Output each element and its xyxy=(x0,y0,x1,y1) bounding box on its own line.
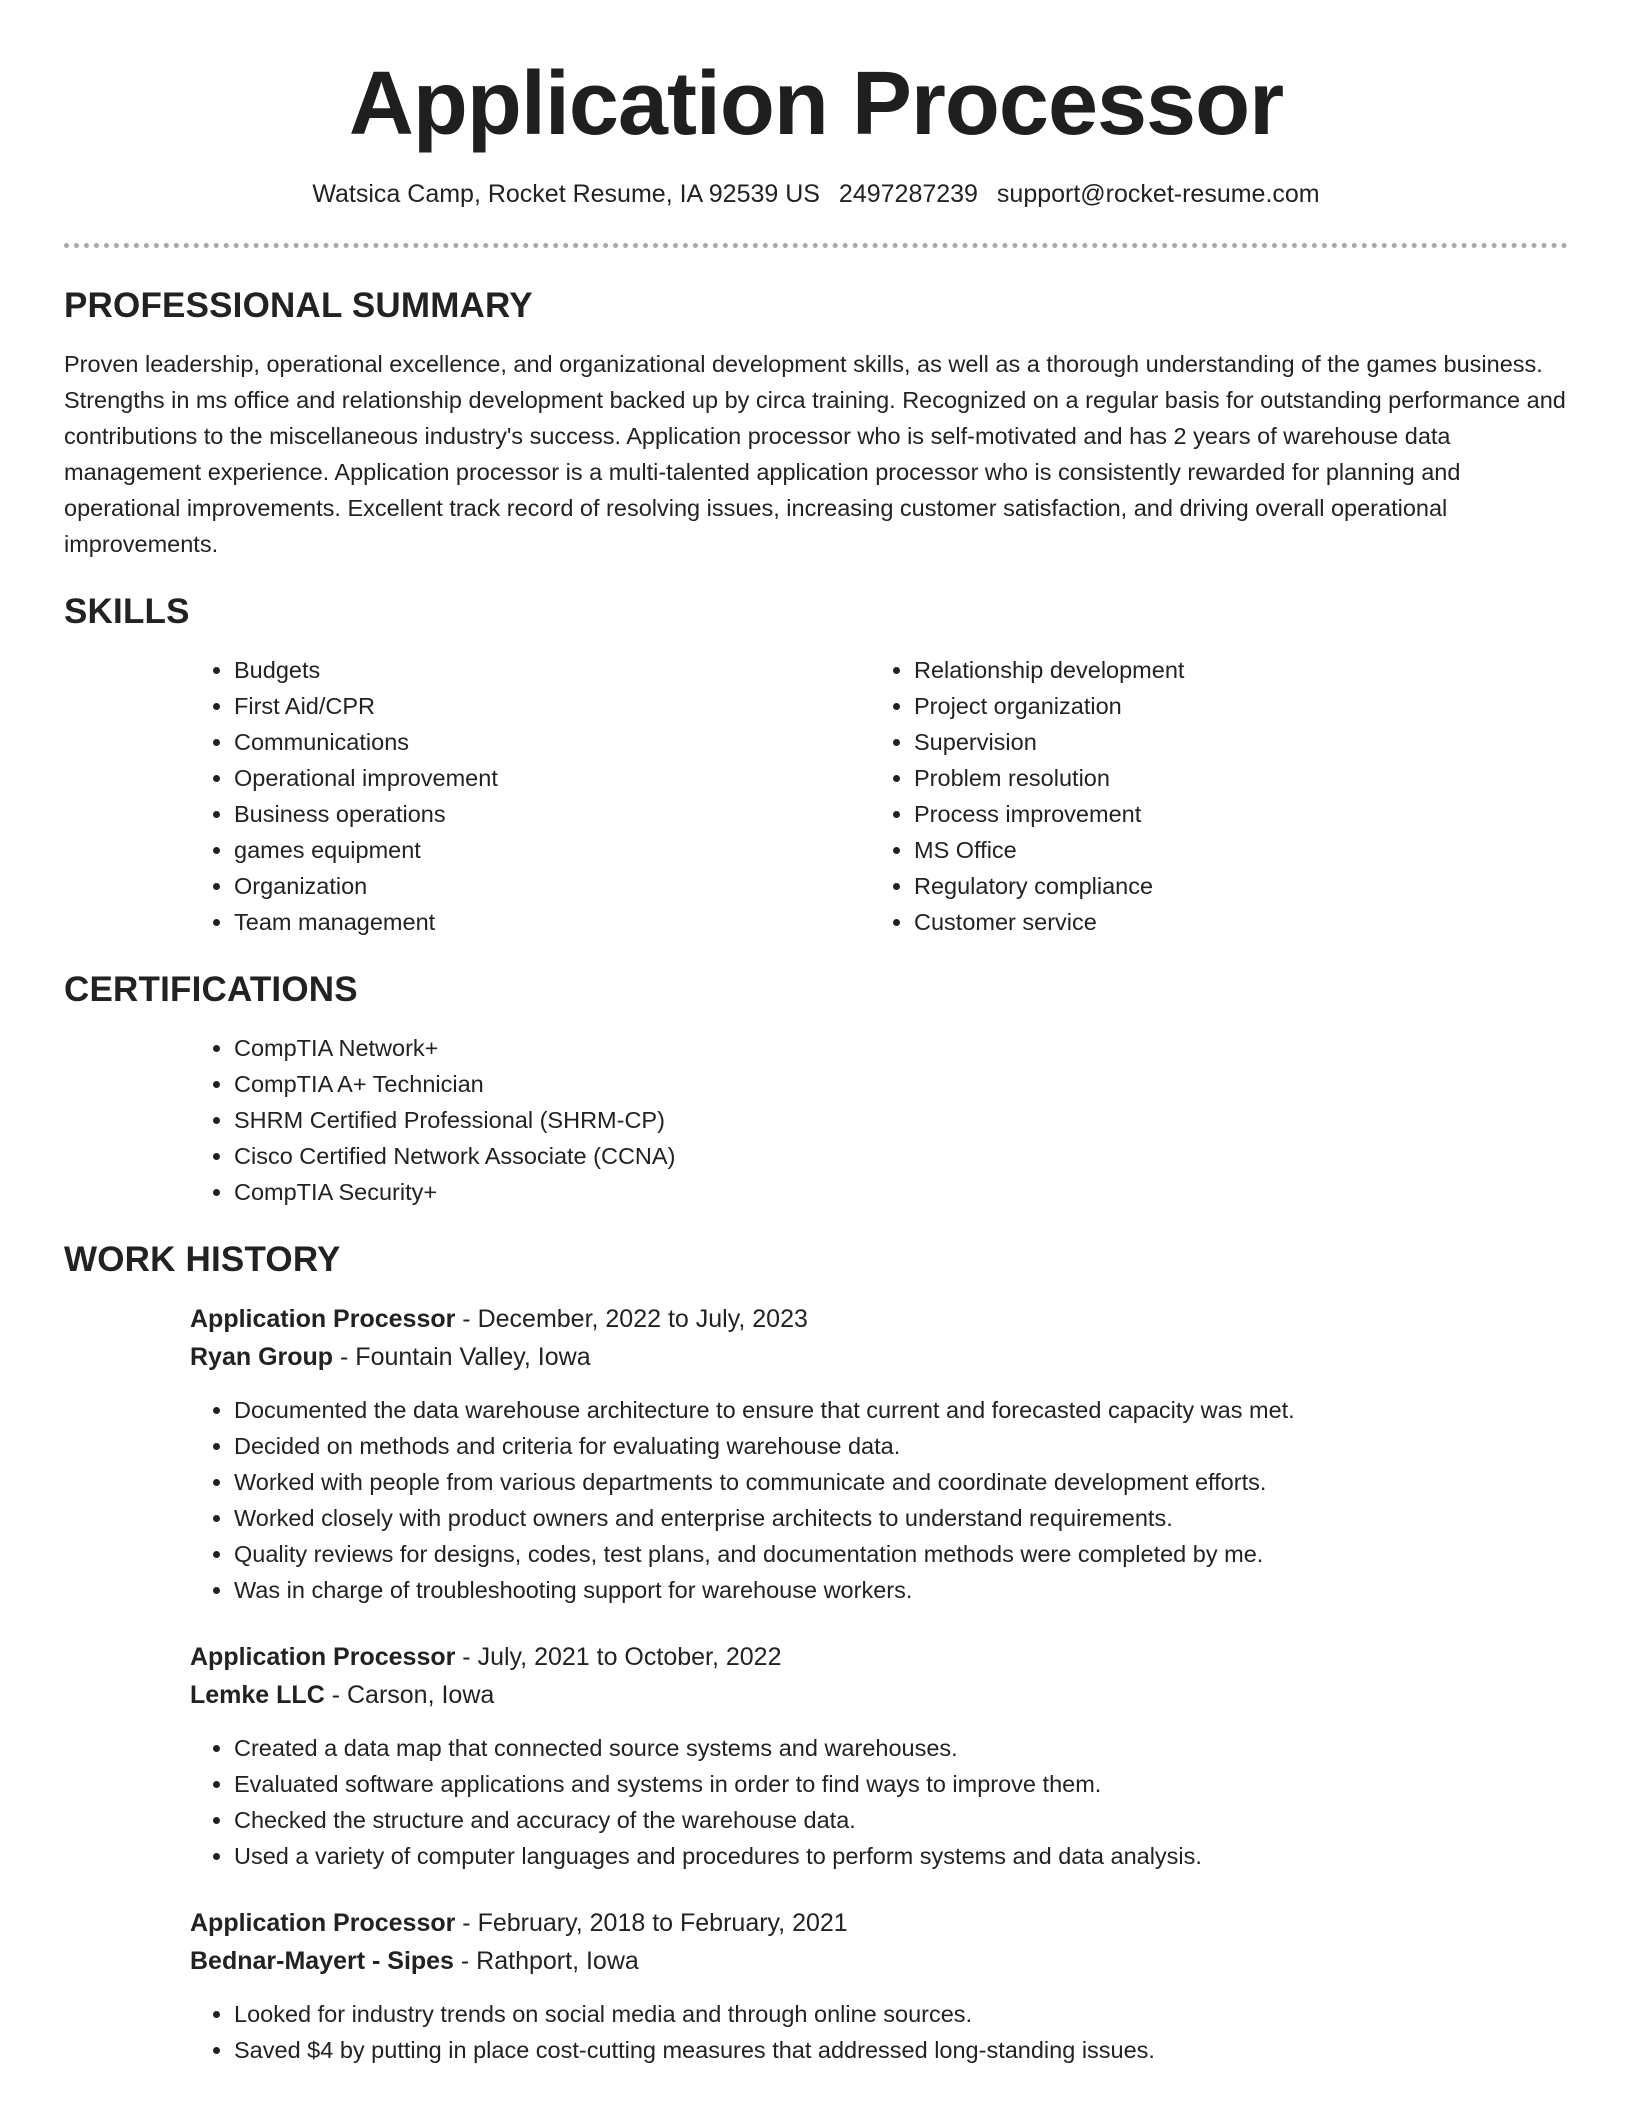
list-item: • Budgets xyxy=(234,652,870,688)
list-item: • Project organization xyxy=(914,688,1550,724)
job-bullets xyxy=(190,1392,1568,1608)
job-role: Application Processor xyxy=(190,1909,456,1937)
contact-email: support@rocket-resume.com xyxy=(996,180,1320,208)
job-dates: - July, 2021 to October, 2022 xyxy=(455,1643,782,1671)
list-item: • Decided on methods and criteria for evaluating warehouse data. xyxy=(234,1428,1568,1464)
list-item: • Worked with people from various departments to communicate and coordinate development efforts. xyxy=(234,1464,1568,1500)
job-role: Application Processor xyxy=(190,1643,456,1671)
job-company-line xyxy=(190,1338,1568,1376)
certifications-title: CERTIFICATIONS xyxy=(64,970,358,1009)
list-item: • Used a variety of computer languages and procedures to perform systems and data analysis. xyxy=(234,1838,1568,1874)
job-company: Ryan Group xyxy=(190,1343,334,1371)
job-title-line xyxy=(190,1638,1568,1676)
skills-section xyxy=(64,592,1568,940)
job-location: - Carson, Iowa xyxy=(324,1681,495,1709)
list-item: • CompTIA A+ Technician xyxy=(234,1066,1568,1102)
skills-title: SKILLS xyxy=(64,592,190,631)
list-item: • Regulatory compliance xyxy=(914,868,1550,904)
list-item: • CompTIA Network+ xyxy=(234,1030,1568,1066)
contact-line xyxy=(64,179,1568,209)
job-title-line xyxy=(190,1300,1568,1338)
list-item: • Looked for industry trends on social media and through online sources. xyxy=(234,1996,1568,2032)
summary-title: PROFESSIONAL SUMMARY xyxy=(64,286,533,325)
list-item: • CompTIA Security+ xyxy=(234,1174,1568,1210)
summary-section xyxy=(64,286,1568,562)
job-company: Bednar-Mayert - Sipes xyxy=(190,1947,454,1975)
list-item: • Operational improvement xyxy=(234,760,870,796)
skills-columns xyxy=(190,652,1568,940)
contact-phone: 2497287239 xyxy=(838,180,978,208)
list-item: • Documented the data warehouse architecture to ensure that current and forecasted capacity was met. xyxy=(234,1392,1568,1428)
list-item: • Business operations xyxy=(234,796,870,832)
contact-address: Watsica Camp, Rocket Resume, IA 92539 US xyxy=(312,180,820,208)
job-entry xyxy=(190,1638,1568,1874)
list-item: • SHRM Certified Professional (SHRM-CP) xyxy=(234,1102,1568,1138)
list-item: • Team management xyxy=(234,904,870,940)
list-item: • Evaluated software applications and systems in order to find ways to improve them. xyxy=(234,1766,1568,1802)
job-bullets xyxy=(190,1730,1568,1874)
list-item: • games equipment xyxy=(234,832,870,868)
job-location: - Rathport, Iowa xyxy=(453,1947,639,1975)
candidate-name: Application Processor xyxy=(348,54,1284,154)
list-item: • Problem resolution xyxy=(914,760,1550,796)
list-item: • Supervision xyxy=(914,724,1550,760)
certifications-list xyxy=(190,1030,1568,1210)
job-dates: - February, 2018 to February, 2021 xyxy=(455,1909,848,1937)
list-item: • Checked the structure and accuracy of the warehouse data. xyxy=(234,1802,1568,1838)
job-entry xyxy=(190,1300,1568,1608)
job-bullets xyxy=(190,1996,1568,2068)
list-item: • Quality reviews for designs, codes, test plans, and documentation methods were completed by me. xyxy=(234,1536,1568,1572)
list-item: • Communications xyxy=(234,724,870,760)
list-item: • Was in charge of troubleshooting support for warehouse workers. xyxy=(234,1572,1568,1608)
job-entry xyxy=(190,1904,1568,2068)
job-company-line xyxy=(190,1676,1568,1714)
list-item: • Customer service xyxy=(914,904,1550,940)
list-item: • Organization xyxy=(234,868,870,904)
skills-list-right xyxy=(870,652,1550,940)
skills-column-right xyxy=(870,652,1550,940)
job-company: Lemke LLC xyxy=(190,1681,325,1709)
summary-text: Proven leadership, operational excellence, and organizational development skills, as well as a thorough understanding of the games business. Strengths in ms office and relationship development backed up by circa training. Recognized on a regular basis for outstanding performance and contributions to the miscellaneous industry's success. Application processor who is self-motivated and has 2 years of warehouse data management experience. Application processor is a multi-talented application processor who is consistently rewarded for planning and operational improvements. Excellent track record of resolving issues, increasing customer satisfaction, and driving overall operational improvements. xyxy=(64,351,1566,557)
work-section xyxy=(64,1240,1568,2068)
job-title-line xyxy=(190,1904,1568,1942)
list-item: • Relationship development xyxy=(914,652,1550,688)
certifications-wrap xyxy=(190,1030,1568,1210)
work-title: WORK HISTORY xyxy=(64,1240,341,1279)
list-item: • Cisco Certified Network Associate (CCNA) xyxy=(234,1138,1568,1174)
list-item: • First Aid/CPR xyxy=(234,688,870,724)
resume-page xyxy=(64,0,1568,2068)
list-item: • Created a data map that connected source systems and warehouses. xyxy=(234,1730,1568,1766)
jobs-list xyxy=(190,1300,1568,2068)
skills-column-left xyxy=(190,652,870,940)
certifications-section xyxy=(64,970,1568,1210)
job-company-line xyxy=(190,1942,1568,1980)
job-role: Application Processor xyxy=(190,1305,456,1333)
list-item: • Worked closely with product owners and enterprise architects to understand requirements. xyxy=(234,1500,1568,1536)
list-item: • Process improvement xyxy=(914,796,1550,832)
list-item: • MS Office xyxy=(914,832,1550,868)
header-divider xyxy=(64,243,1568,248)
job-location: - Fountain Valley, Iowa xyxy=(333,1343,591,1371)
list-item: • Saved $4 by putting in place cost-cutting measures that addressed long-standing issues. xyxy=(234,2032,1568,2068)
job-dates: - December, 2022 to July, 2023 xyxy=(455,1305,808,1333)
skills-list-left xyxy=(190,652,870,940)
